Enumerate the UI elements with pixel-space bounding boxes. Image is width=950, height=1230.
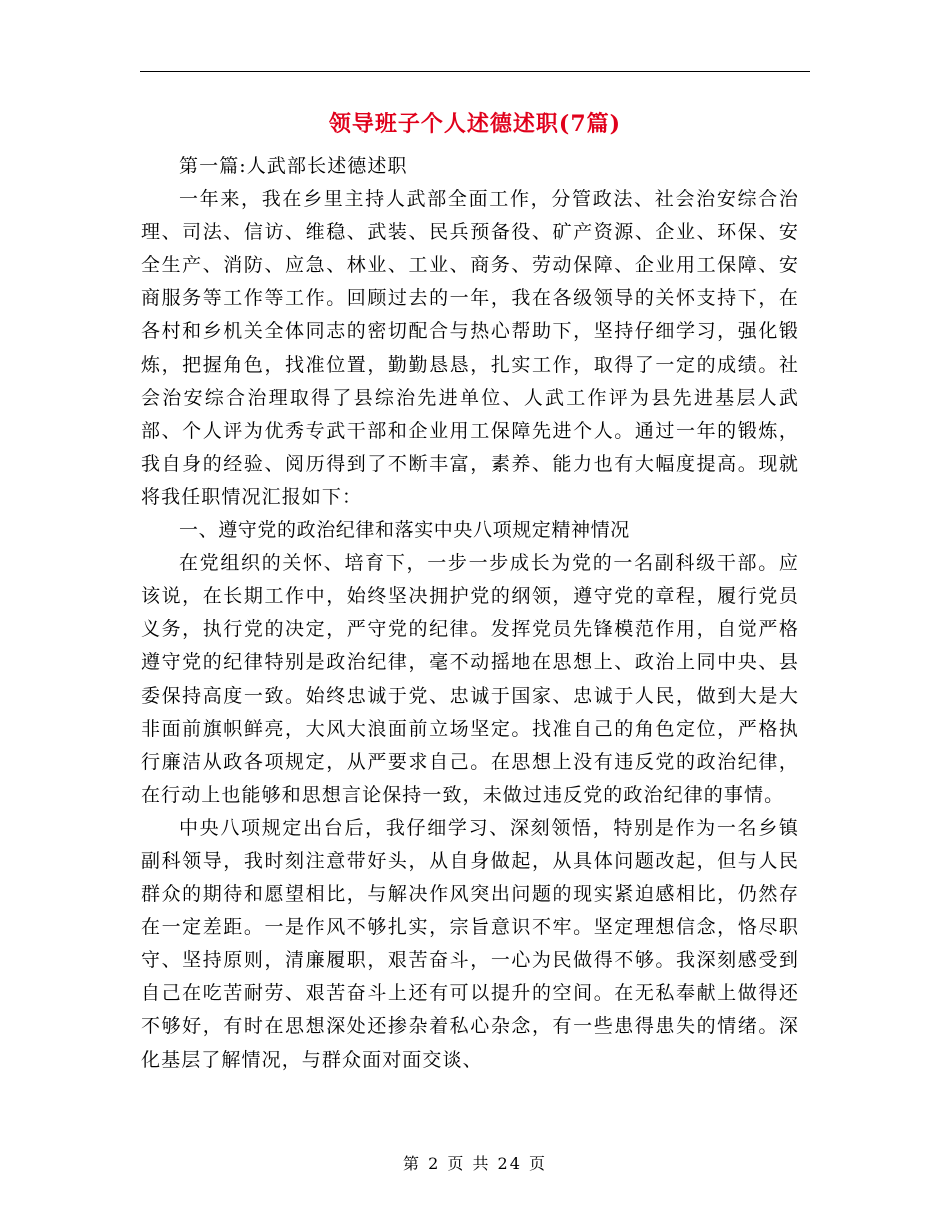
section-title-paragraph: 第一篇:人武部长述德述职 bbox=[179, 155, 408, 177]
page-number-footer: 第 2 页 共 24 页 bbox=[403, 1154, 547, 1173]
body-paragraph: 中央八项规定出台后，我仔细学习、深刻领悟，特别是作为一名乡镇副科领导，我时刻注意带好头，从自身做起，从具体问题改起，但与人民群众的期待和愿望相比，与解决作风突出问题的现实紧迫感相比，仍然存在一定差距。一是作风不够扎实，宗旨意识不牢。坚定理想信念，恪尽职守、坚持原则，清廉履职，艰苦奋斗，一心为民做得不够。我深刻感受到自己在吃苦耐劳、艰苦奋斗上还有可以提升的空间。在无私奉献上做得还不够好，有时在思想深处还掺杂着私心杂念，有一些患得患失的情绪。深化基层了解情况，与群众面对面交谈、 bbox=[141, 816, 799, 1071]
header-rule bbox=[140, 71, 810, 72]
section-heading-paragraph: 一、遵守党的政治纪律和落实中央八项规定精神情况 bbox=[179, 519, 630, 542]
body-paragraph: 在党组织的关怀、培育下，一步一步成长为党的一名副科级干部。应该说，在长期工作中，始终坚决拥护党的纲领，遵守党的章程，履行党员义务，执行党的决定，严守党的纪律。发挥党员先锋模范作用，自觉严格遵守党的纪律特别是政治纪律，毫不动摇地在思想上、政治上同中央、县委保持高度一致。始终忠诚于党、忠诚于国家、忠诚于人民，做到大是大非面前旗帜鲜亮，大风大浪面前立场坚定。找准自己的角色定位，严格执行廉洁从政各项规定，从严要求自己。在思想上没有违反党的政治纪律，在行动上也能够和思想言论保持一致，未做过违反党的政治纪律的事情。 bbox=[141, 552, 799, 806]
document-body bbox=[141, 150, 799, 1077]
document-title: 领导班子个人述德述职(7篇) bbox=[328, 111, 622, 137]
body-paragraph: 一年来，我在乡里主持人武部全面工作，分管政法、社会治安综合治理、司法、信访、维稳、武装、民兵预备役、矿产资源、企业、环保、安全生产、消防、应急、林业、工业、商务、劳动保障、企业用工保障、安商服务等工作等工作。回顾过去的一年，我在各级领导的关怀支持下，在各村和乡机关全体同志的密切配合与热心帮助下，坚持仔细学习，强化锻炼，把握角色，找准位置，勤勤恳恳，扎实工作，取得了一定的成绩。社会治安综合治理取得了县综治先进单位、人武工作评为县先进基层人武部、个人评为优秀专武干部和企业用工保障先进个人。通过一年的锻炼，我自身的经验、阅历得到了不断丰富，素养、能力也有大幅度提高。现就将我任职情况汇报如下： bbox=[141, 188, 799, 508]
